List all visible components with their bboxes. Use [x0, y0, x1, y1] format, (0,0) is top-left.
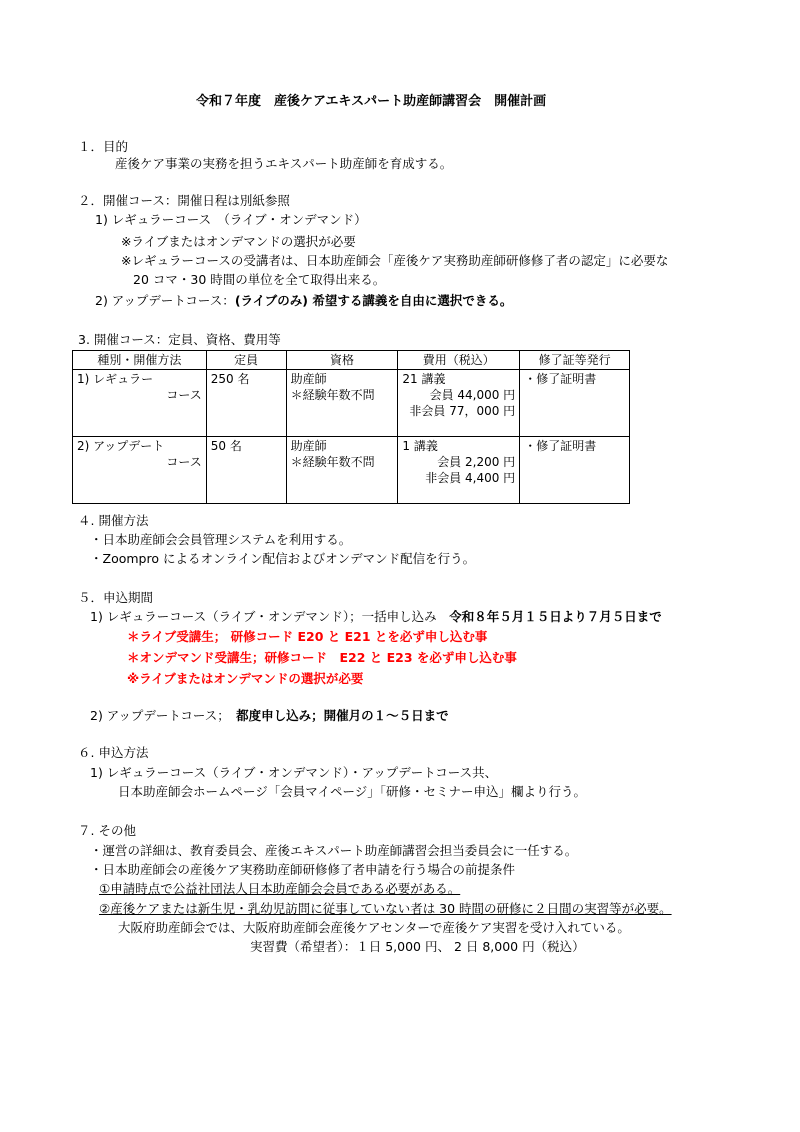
fee-line-3: 非会員 4,400 円	[425, 471, 516, 485]
table-header-cell: 資格	[286, 351, 398, 370]
type-line-1: 2) アップデート	[77, 439, 165, 453]
section-3-heading: 3. 開催コース：定員、資格、費用等	[78, 332, 281, 347]
table-header-cell: 種別・開催方法	[73, 351, 207, 370]
qualification-cell	[286, 437, 398, 504]
section-5-item-2	[90, 708, 449, 724]
document-title: 令和７年度 産後ケアエキスパート助産師講習会 開催計画	[196, 94, 547, 109]
table-header-cell: 定員	[206, 351, 286, 370]
section-2-note-1: ※ライブまたはオンデマンドの選択が必要	[121, 234, 356, 249]
section-5-item-1-prefix: 1) レギュラーコース（ライブ・オンデマンド）；一括申し込み	[90, 609, 450, 624]
qualification-line-2: ＊経験年数不問	[290, 388, 375, 402]
certificate-cell: ・修了証明書	[520, 370, 630, 437]
section-2-item-2-bold: (ライブのみ) 希望する講義を自由に選択できる。	[234, 293, 513, 308]
section-6-item-2: 日本助産師会ホームページ「会員マイページ」「研修・セミナー申込」欄より行う。	[118, 784, 587, 799]
section-1-text: 産後ケア事業の実務を担うエキスパート助産師を育成する。	[115, 156, 453, 171]
section-4-item-2: ・Zoompro によるオンライン配信およびオンデマンド配信を行う。	[90, 551, 476, 566]
section-5-red-note-2: ＊オンデマンド受講生；研修コード E22 と E23 を必ず申し込む事	[127, 650, 517, 665]
section-7-condition-2-text: ②産後ケアまたは新生児・乳幼児訪問に従事していない者は 30 時間の研修に	[99, 901, 535, 916]
section-6-heading: ６. 申込方法	[78, 745, 149, 760]
qualification-line-1: 助産師	[290, 372, 327, 386]
section-7-item-1: ・運営の詳細は、教育委員会、産後エキスパート助産師講習会担当委員会に一任する。	[90, 843, 578, 858]
section-7-note-1: 大阪府助産師会では、大阪府助産師会産後ケアセンターで産後ケア実習を受け入れている。	[118, 920, 630, 935]
fee-line-1: 21 講義	[402, 372, 446, 386]
fee-cell	[398, 370, 520, 437]
fee-line-1: 1 講義	[402, 439, 438, 453]
certificate-cell: ・修了証明書	[520, 437, 630, 504]
section-4-heading: ４. 開催方法	[78, 513, 149, 528]
section-2-heading: ２．開催コース：開催日程は別紙参照	[78, 193, 290, 208]
section-6-item-1: 1) レギュラーコース（ライブ・オンデマンド）・アップデートコース共、	[90, 765, 498, 780]
table-row	[73, 437, 630, 504]
type-line-2: コース	[166, 455, 202, 469]
section-5-red-note-1: ＊ライブ受講生； 研修コード E20 と E21 とを必ず申し込む事	[127, 629, 488, 644]
section-2-item-1: 1) レギュラーコース （ライブ・オンデマンド）	[95, 212, 367, 227]
type-line-1: 1) レギュラー	[77, 372, 154, 386]
qualification-cell	[286, 370, 398, 437]
capacity-cell: 250 名	[206, 370, 286, 437]
section-7-note-2: 実習費（希望者）：１日 5,000 円、 2 日 8,000 円（税込）	[250, 939, 585, 954]
type-cell	[73, 370, 207, 437]
section-2-item-2	[95, 293, 512, 309]
section-5-red-note-3: ※ライブまたはオンデマンドの選択が必要	[127, 671, 364, 686]
fee-line-3: 非会員 77，000 円	[409, 404, 516, 418]
section-4-item-1: ・日本助産師会会員管理システムを利用する。	[90, 532, 352, 547]
fee-cell	[398, 437, 520, 504]
section-1-heading: １．目的	[78, 139, 129, 154]
table-row	[73, 370, 630, 437]
fee-line-2: 会員 2,200 円	[437, 455, 516, 469]
qualification-line-1: 助産師	[290, 439, 327, 453]
section-2-note-3: 20 コマ・30 時間の単位を全て取得出来る。	[133, 272, 386, 287]
qualification-line-2: ＊経験年数不問	[290, 455, 375, 469]
table-header-row	[73, 351, 630, 370]
section-7-condition-2-emphasis: ２日間の実習等が必要。	[534, 901, 672, 916]
section-5-item-1-period: 令和８年５月１５日より７月５日まで	[449, 609, 662, 624]
table-header-cell: 修了証等発行	[520, 351, 630, 370]
section-7-item-2: ・日本助産師会の産後ケア実務助産師研修修了者申請を行う場合の前提条件	[90, 862, 516, 877]
type-cell	[73, 437, 207, 504]
section-5-item-2-prefix: 2) アップデートコース；	[90, 708, 224, 723]
section-7-heading: ７. その他	[78, 823, 136, 838]
table-header-cell: 費用（税込）	[398, 351, 520, 370]
section-2-item-2-prefix: 2) アップデートコース：	[95, 293, 235, 308]
fees-table	[72, 350, 630, 504]
capacity-cell: 50 名	[206, 437, 286, 504]
section-5-item-2-bold: 都度申し込み；開催月の１～５日まで	[223, 708, 449, 723]
section-5-heading: ５．申込期間	[78, 590, 154, 605]
section-7-condition-2	[99, 901, 672, 917]
section-7-condition-1: ①申請時点で公益社団法人日本助産師会会員である必要がある。	[99, 881, 461, 896]
type-line-2: コース	[166, 388, 202, 402]
section-5-item-1	[90, 609, 662, 625]
fee-line-2: 会員 44,000 円	[429, 388, 516, 402]
section-2-note-2: ※レギュラーコースの受講者は、日本助産師会「産後ケア実務助産師研修修了者の認定」に必要な	[121, 253, 669, 268]
